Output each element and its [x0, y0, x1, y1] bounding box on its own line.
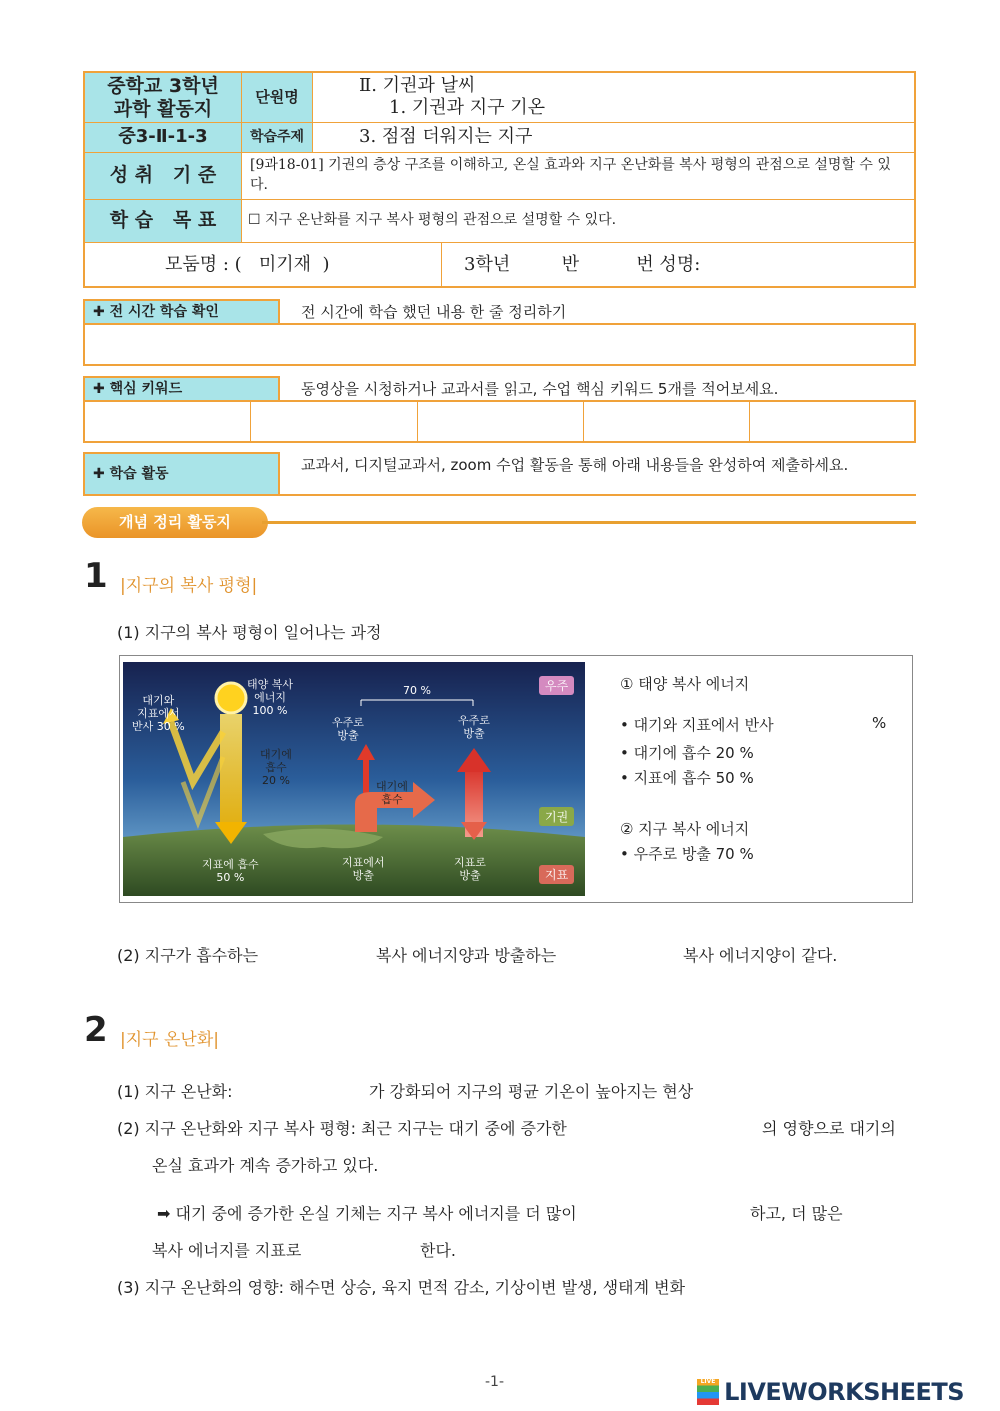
activity-instruction: 교과서, 디지털교과서, zoom 수업 활동을 통해 아래 내용들을 완성하여 제출하세요.: [301, 456, 849, 474]
unit-line2: 1. 기권과 지구 기온: [389, 97, 546, 118]
achieve-text: [9과18-01] 기권의 층상 구조를 이해하고, 온실 효과와 지구 온난화를 복사 평형의 관점으로 설명할 수 있다.: [250, 157, 891, 193]
label-reflect: 대기와 지표에서 반사 30 %: [132, 694, 185, 733]
brand-logo: [697, 1378, 964, 1404]
student-cell: [442, 243, 914, 286]
label-surf-emit: 지표에서 방출: [342, 856, 385, 882]
label-to-space-1: 우주로 방출: [332, 716, 364, 742]
school-cell: [85, 73, 242, 123]
legend-solar-1-unit: %: [872, 714, 887, 732]
lesson-code: 중3-Ⅱ-1-3: [118, 126, 208, 147]
unit-label: 단원명: [255, 88, 299, 106]
achieve-cell: [242, 153, 914, 200]
goal-label: 학 습 목 표: [109, 209, 217, 231]
section2-line3-b: 하고, 더 많은: [750, 1204, 843, 1223]
section2-line1-b: 가 강화되어 지구의 평균 기온이 높아지는 현상: [369, 1082, 694, 1101]
section2-line2-b: 의 영향으로 대기의: [762, 1119, 896, 1138]
review-instruction: 전 시간에 학습 했던 내용 한 줄 정리하기: [301, 303, 567, 321]
keyword-field-3[interactable]: [418, 402, 584, 442]
label-surface: 지표: [539, 865, 574, 884]
section2-number: 2: [84, 1010, 108, 1050]
achieve-label-cell: [85, 153, 242, 200]
keyword-field-1[interactable]: [85, 402, 251, 442]
label-surf-absorb: 지표에 흡수 50 %: [202, 858, 259, 884]
section2-line1-a: (1) 지구 온난화:: [117, 1082, 233, 1101]
legend-earth-title: ② 지구 복사 에너지: [620, 820, 750, 838]
keywords-grid: [83, 400, 916, 443]
label-solar: 태양 복사 에너지 100 %: [247, 678, 294, 717]
label-atm-absorb: 대기에 흡수 20 %: [260, 748, 292, 787]
topic-cell: [313, 123, 914, 153]
header-table: [83, 71, 916, 288]
activity-label-box: [83, 452, 280, 496]
page-number: -1-: [485, 1374, 505, 1390]
label-space: 우주: [539, 676, 574, 695]
label-surf-out: 지표로 방출: [454, 856, 486, 882]
unit-label-cell: [242, 73, 313, 123]
section1-sub2-a: (2) 지구가 흡수하는: [117, 946, 259, 965]
banner-rule: [262, 521, 916, 524]
achieve-label: 성 취 기 준: [109, 164, 217, 186]
concept-banner: [82, 507, 268, 538]
blank-reflect[interactable]: [810, 712, 870, 732]
section1-sub2-c: 복사 에너지양이 같다.: [683, 946, 838, 965]
unit-cell: [313, 73, 914, 123]
keywords-instruction: 동영상을 시청하거나 교과서를 읽고, 수업 핵심 키워드 5개를 적어보세요.: [301, 380, 779, 398]
legend-solar-2: • 대기에 흡수 20 %: [620, 744, 754, 762]
label-to-space-2: 우주로 방출: [458, 714, 490, 740]
school-line2: 과학 활동지: [113, 98, 213, 120]
goal-text: ☐ 지구 온난화를 지구 복사 평형의 관점으로 설명할 수 있다.: [248, 212, 617, 228]
blank-gas[interactable]: [642, 1113, 756, 1137]
section1-sub2-b: 복사 에너지양과 방출하는: [376, 946, 557, 965]
concept-banner-text: 개념 정리 활동지: [119, 513, 231, 531]
activity-label: ✚ 학습 활동: [93, 466, 169, 482]
topic-text: 3. 점점 더워지는 지구: [359, 126, 533, 147]
section2-line4: (3) 지구 온난화의 영향: 해수면 상승, 육지 면적 감소, 기상이변 발생, 생태계 변화: [117, 1278, 686, 1297]
radiation-figure: [119, 655, 913, 903]
keywords-label: ✚ 핵심 키워드: [93, 381, 183, 397]
keyword-field-4[interactable]: [584, 402, 750, 442]
keyword-field-2[interactable]: [251, 402, 418, 442]
topic-label-cell: [242, 123, 313, 153]
section2-line3-a: ➡ 대기 중에 증가한 온실 기체는 지구 복사 에너지를 더 많이: [157, 1204, 577, 1223]
label-atmosphere: 기권: [539, 807, 574, 826]
section1-sub1: (1) 지구의 복사 평형이 일어나는 과정: [117, 623, 382, 642]
group-name: 모둠명 : ( 미기재 ): [165, 254, 330, 275]
keywords-label-box: [83, 376, 280, 402]
brand-text: LIVEWORKSHEETS: [724, 1378, 965, 1406]
section1-number: 1: [84, 556, 108, 596]
review-answer-box[interactable]: [83, 323, 916, 366]
code-cell: [85, 123, 242, 153]
school-line1: 중학교 3학년: [107, 75, 219, 97]
brand-badge: LIVE: [697, 1379, 719, 1405]
blank-greenhouse[interactable]: [250, 1076, 362, 1100]
legend-earth-1: • 우주로 방출 70 %: [620, 845, 754, 863]
section1-title: |지구의 복사 평형|: [120, 576, 258, 596]
label-air-absorb: 대기에 흡수: [376, 780, 408, 806]
label-70: 70 %: [403, 684, 431, 697]
section2-line2-a: (2) 지구 온난화와 지구 복사 평형: 최근 지구는 대기 중에 증가한: [117, 1119, 567, 1138]
keyword-field-5[interactable]: [750, 402, 914, 442]
review-label: ✚ 전 시간 학습 확인: [93, 304, 219, 320]
goal-label-cell: [85, 200, 242, 243]
section2-line3-d: 한다.: [420, 1241, 456, 1260]
activity-underline: [280, 494, 916, 496]
legend-solar-title: ① 태양 복사 에너지: [620, 675, 750, 693]
blank-reemit[interactable]: [330, 1235, 414, 1259]
solar-beam: [220, 714, 242, 826]
section2-title: |지구 온난화|: [120, 1030, 219, 1050]
blank-emit[interactable]: [584, 940, 676, 964]
section2-line2-c: 온실 효과가 계속 증가하고 있다.: [152, 1156, 379, 1175]
sun-icon: [216, 683, 246, 713]
group-cell: [85, 243, 442, 286]
topic-label: 학습주제: [249, 129, 305, 145]
student-line: 3학년 반 번 성명:: [464, 254, 701, 275]
unit-line1: Ⅱ. 기권과 날씨: [359, 75, 476, 96]
goal-cell: [242, 200, 914, 243]
review-label-box: [83, 299, 280, 325]
blank-absorb[interactable]: [278, 940, 370, 964]
section2-line3-c: 복사 에너지를 지표로: [152, 1241, 302, 1260]
legend-solar-1: • 대기와 지표에서 반사: [620, 716, 774, 734]
blank-absorb2[interactable]: [660, 1198, 744, 1222]
legend-solar-3: • 지표에 흡수 50 %: [620, 769, 754, 787]
